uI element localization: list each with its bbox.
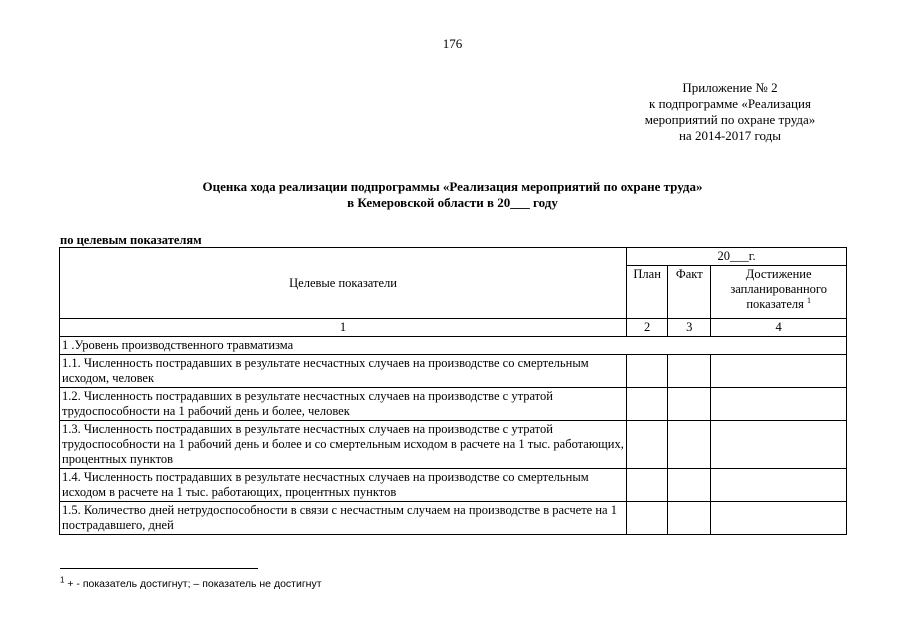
indicator-name: 1.5. Количество дней нетрудоспособности в связи с несчастным случаем на производстве в расчете на 1 пострадавшего, дней	[60, 502, 627, 535]
header-achievement	[711, 266, 847, 319]
indicators-table	[59, 247, 847, 535]
appendix-line-3: мероприятий по охране труда»	[644, 112, 816, 127]
achievement-cell[interactable]	[711, 502, 847, 535]
footnote-ref: 1	[807, 295, 811, 305]
fact-cell[interactable]	[668, 469, 711, 502]
achievement-cell[interactable]	[711, 421, 847, 469]
header-row-1	[60, 248, 847, 266]
column-number: 4	[711, 319, 847, 337]
number-row	[60, 319, 847, 337]
fact-cell[interactable]	[668, 421, 711, 469]
table-row	[60, 355, 847, 388]
title-line-1: Оценка хода реализации подпрограммы «Реализация мероприятий по охране труда»	[202, 179, 703, 194]
page-number: 176	[442, 36, 463, 51]
header-plan: План	[627, 266, 668, 319]
appendix-line-4: на 2014-2017 годы	[678, 128, 782, 143]
title-line-2: в Кемеровской области в 20___ году	[347, 195, 558, 210]
column-number: 2	[627, 319, 668, 337]
achievement-cell[interactable]	[711, 355, 847, 388]
header-year: 20___г.	[627, 248, 847, 266]
fact-cell[interactable]	[668, 355, 711, 388]
header-indicators: Целевые показатели	[60, 248, 627, 319]
footnote	[60, 575, 322, 590]
section-row	[60, 337, 847, 355]
footnote-divider	[60, 568, 258, 569]
header-achievement-text: Достижение запланированного показателя	[730, 267, 827, 311]
document-title	[0, 179, 905, 211]
table-row	[60, 502, 847, 535]
achievement-cell[interactable]	[711, 469, 847, 502]
plan-cell[interactable]	[627, 502, 668, 535]
table-row	[60, 388, 847, 421]
indicator-name: 1.4. Численность пострадавших в результате несчастных случаев на производстве со смертельным исходом в расчете на 1 тыс. работающих, процентных пунктов	[60, 469, 627, 502]
fact-cell[interactable]	[668, 388, 711, 421]
plan-cell[interactable]	[627, 421, 668, 469]
plan-cell[interactable]	[627, 388, 668, 421]
footnote-text: + - показатель достигнут; – показатель не достигнут	[64, 578, 322, 590]
column-number: 3	[668, 319, 711, 337]
indicator-name: 1.1. Численность пострадавших в результате несчастных случаев на производстве со смертельным исходом, человек	[60, 355, 627, 388]
plan-cell[interactable]	[627, 469, 668, 502]
achievement-cell[interactable]	[711, 388, 847, 421]
plan-cell[interactable]	[627, 355, 668, 388]
indicator-name: 1.3. Численность пострадавших в результате несчастных случаев на производстве с утратой трудоспособности на 1 рабочий день и более и со смертельным исходом в расчете на 1 тыс. работающих, процентных пунктов	[60, 421, 627, 469]
table-subtitle: по целевым показателям	[60, 233, 202, 247]
appendix-line-2: к подпрограмме «Реализация	[649, 96, 811, 111]
column-number: 1	[60, 319, 627, 337]
indicator-name: 1.2. Численность пострадавших в результате несчастных случаев на производстве с утратой трудоспособности на 1 рабочий день и более, человек	[60, 388, 627, 421]
fact-cell[interactable]	[668, 502, 711, 535]
table-row	[60, 469, 847, 502]
appendix-line-1: Приложение № 2	[682, 80, 778, 95]
section-title: 1 .Уровень производственного травматизма	[60, 337, 847, 355]
appendix-note	[600, 80, 860, 144]
table-row	[60, 421, 847, 469]
header-fact: Факт	[668, 266, 711, 319]
footnote-marker: 1	[60, 575, 65, 585]
